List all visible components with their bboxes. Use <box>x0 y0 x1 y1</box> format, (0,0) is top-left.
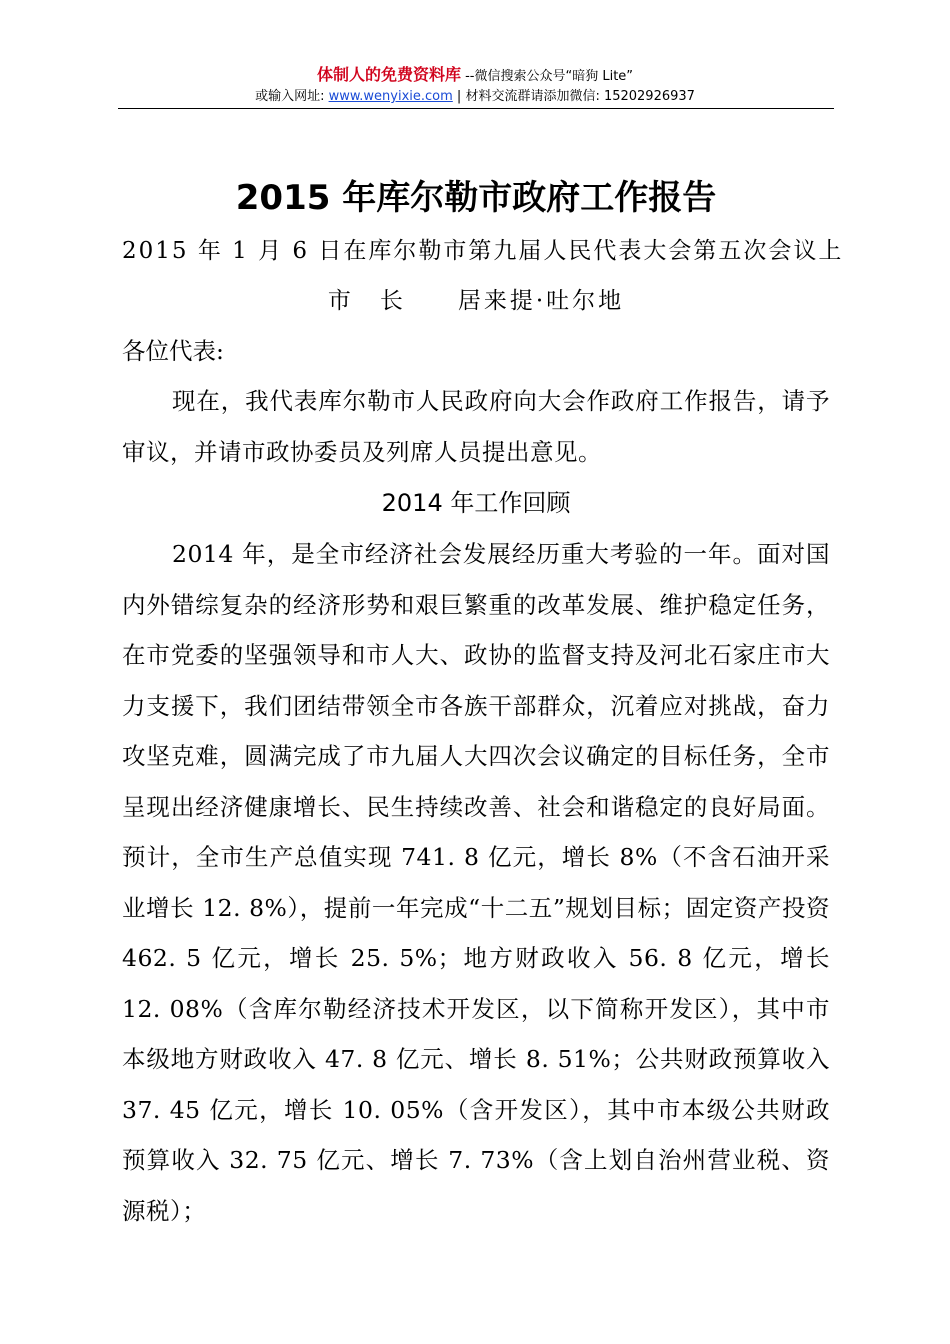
document-title: 2015 年库尔勒市政府工作报告 <box>235 178 717 218</box>
document-subtitle: 2015 年 1 月 6 日在库尔勒市第九届人民代表大会第五次会议上 <box>122 238 844 264</box>
header-line-1 <box>0 66 950 88</box>
contact-info: | 材料交流群请添加微信: 15202926937 <box>452 89 695 104</box>
header-line-2 <box>0 88 950 106</box>
document-body <box>122 170 844 1236</box>
document-author: 市 长 居来提·吐尔地 <box>327 288 625 314</box>
website-link[interactable]: www.wenyixie.com <box>328 89 453 104</box>
url-prefix: 或输入网址: <box>255 89 329 104</box>
intro-paragraph: 现在，我代表库尔勒市人民政府向大会作政府工作报告，请予审议，并请市政协委员及列席人员提出意见。 <box>122 387 830 466</box>
brand-tagline: --微信搜索公众号“暗狗 Lite” <box>465 69 634 84</box>
salutation: 各位代表: <box>122 337 224 365</box>
brand-title: 体制人的免费资料库 <box>316 65 461 84</box>
header-divider <box>118 108 834 109</box>
section-heading: 2014 年工作回顾 <box>381 489 571 517</box>
page-header <box>0 66 950 106</box>
review-paragraph: 2014 年，是全市经济社会发展经历重大考验的一年。面对国内外错综复杂的经济形势和艰巨繁重的改革发展、维护稳定任务，在市党委的坚强领导和市人大、政协的监督支持及河北石家庄市大力支援下，我们团结带领全市各族干部群众，沉着应对挑战，奋力攻坚克难，圆满完成了市九届人大四次会议确定的目标任务，全市呈现出经济健康增长、民生持续改善、社会和谐稳定的良好局面。预计，全市生产总值实现 741. 8 亿元，增长 8%（不含石油开采业增长 12. 8%），提前一年完成“十二五”规划目标；固定资产投资 462. 5 亿元，增长 25. 5%；地方财政收入 56. 8 亿元，增长 12. 08%（含库尔勒经济技术开发区，以下简称开发区），其中市本级地方财政收入 47. 8 亿元、增长 8. 51%；公共财政预算收入 37. 45 亿元，增长 10. 05%（含开发区），其中市本级公共财政预算收入 32. 75 亿元、增长 7. 73%（含上划自治州营业税、资源税）； <box>122 540 830 1225</box>
